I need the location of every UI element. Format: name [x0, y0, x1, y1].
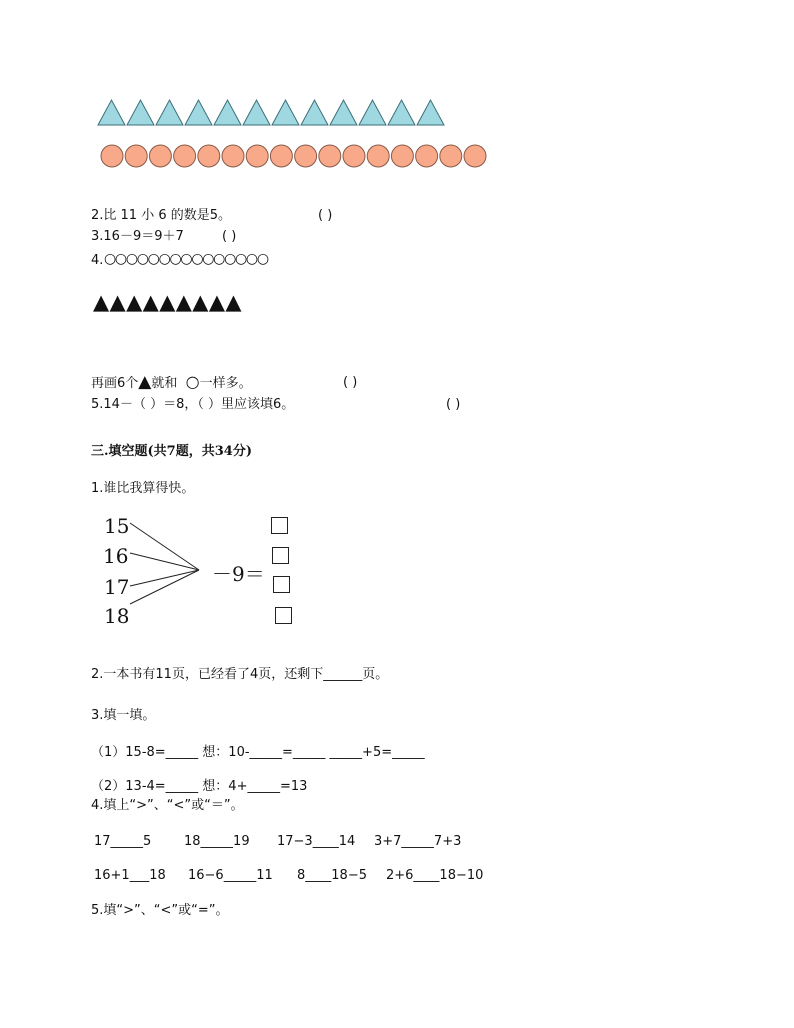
q4-text-b: 就和	[151, 376, 178, 391]
answer-paren-4[interactable]: ( )	[343, 375, 358, 390]
section-3-question-2: 2.一本书有11页，已经看了4页，还剩下______页。	[91, 667, 389, 682]
q4-row2-item2: 16−6_____11	[188, 868, 273, 883]
q4-row1-item3: 17−3____14	[277, 834, 356, 849]
q4-row1-item4: 3+7_____7+3	[374, 834, 462, 849]
fan-line-17	[130, 570, 199, 586]
triangle-shape	[417, 100, 444, 125]
question-4-label: 4.	[91, 253, 104, 268]
number-15: 15	[104, 514, 130, 538]
circle-icon: ○	[185, 372, 200, 391]
circle-shape	[343, 145, 365, 167]
answer-box-1[interactable]	[271, 517, 288, 534]
section-3-question-4: 4.填上“>”、“<”或“＝”。	[91, 798, 244, 813]
fan-line-18	[130, 570, 199, 604]
triangle-shape	[359, 100, 386, 125]
triangle-icon: ▲	[138, 372, 152, 392]
question-4-circles: ○○○○○○○○○○○○○○○	[104, 251, 268, 267]
answer-paren-2[interactable]: ( )	[318, 208, 333, 223]
circle-shape	[440, 145, 462, 167]
q4-text-c: 一样多。	[199, 376, 252, 391]
question-5: 5.14－（ ）＝8，（ ）里应该填6。	[91, 397, 295, 412]
fan-line-15	[130, 523, 199, 570]
q4-row2-item1: 16+1___18	[94, 868, 166, 883]
circle-shape	[416, 145, 438, 167]
question-2: 2.比 11 小 6 的数是5。	[91, 208, 232, 223]
q4-row1-item2: 18_____19	[184, 834, 250, 849]
answer-box-3[interactable]	[273, 576, 290, 593]
answer-box-4[interactable]	[275, 607, 292, 624]
answer-box-2[interactable]	[272, 547, 289, 564]
section-3-question-1: 1.谁比我算得快。	[91, 481, 195, 496]
circle-shape	[464, 145, 486, 167]
q4-row2-item3: 8____18−5	[297, 868, 367, 883]
fan-lines	[0, 0, 300, 640]
q4-row1-item1: 17_____5	[94, 834, 152, 849]
circle-shape	[319, 145, 341, 167]
triangle-shape	[388, 100, 415, 125]
circle-shape	[391, 145, 413, 167]
q4-text-a: 再画6个	[91, 376, 139, 391]
fan-line-16	[130, 553, 199, 570]
minus-nine-expression: －9＝	[212, 562, 265, 586]
section-3-question-5: 5.填“>”、“<”或“=”。	[91, 903, 229, 918]
answer-paren-5[interactable]: ( )	[446, 397, 461, 412]
number-18: 18	[104, 604, 130, 628]
q4-row2-item4: 2+6____18−10	[386, 868, 484, 883]
triangle-shape	[301, 100, 328, 125]
answer-paren-3[interactable]: ( )	[222, 229, 237, 244]
question-3: 3.16－9＝9＋7	[91, 229, 184, 244]
q3-line-1: （1）15-8=_____ 想：10-_____=_____ _____+5=_____	[91, 745, 425, 760]
number-16: 16	[103, 544, 129, 568]
q3-line-2: （2）13-4=_____ 想：4+_____=13	[91, 779, 308, 794]
circle-shape	[367, 145, 389, 167]
number-17: 17	[104, 575, 130, 599]
question-4-triangles: ▲▲▲▲▲▲▲▲▲	[93, 290, 242, 314]
section-3-title: 三.填空题(共7题，共34分)	[91, 444, 252, 459]
triangle-shape	[330, 100, 357, 125]
section-3-question-3: 3.填一填。	[91, 708, 156, 723]
